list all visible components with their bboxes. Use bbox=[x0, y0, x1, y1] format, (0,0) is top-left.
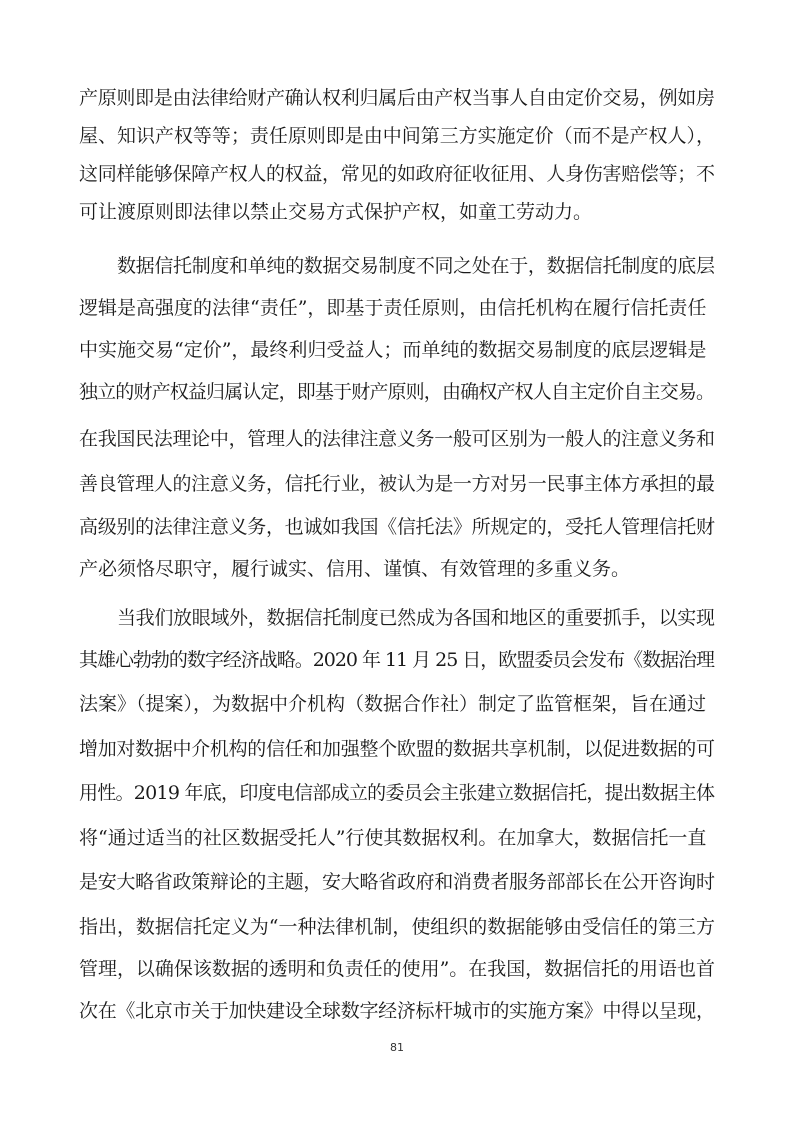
page-number: 81 bbox=[390, 1041, 404, 1054]
text-line: 管理，以确保该数据的透明和负责任的使用”。在我国，数据信托的用语也首 bbox=[79, 958, 715, 980]
text-line: 次在《北京市关于加快建设全球数字经济标杆城市的实施方案》中得以呈现， bbox=[79, 1000, 715, 1022]
text-line: 这同样能够保障产权人的权益，常见的如政府征收征用、人身伤害赔偿等；不 bbox=[79, 163, 715, 185]
text-line: 独立的财产权益归属认定，即基于财产原则，由确权产权人自主定价自主交易。 bbox=[79, 381, 715, 403]
text-line: 法案》（提案），为数据中介机构（数据合作社）制定了监管框架，旨在通过 bbox=[79, 693, 707, 715]
text-line: 增加对数据中介机构的信任和加强整个欧盟的数据共享机制，以促进数据的可 bbox=[79, 738, 715, 760]
text-line: 数据信托制度和单纯的数据交易制度不同之处在于，数据信托制度的底层 bbox=[117, 255, 715, 277]
text-line: 屋、知识产权等等；责任原则即是由中间第三方实施定价（而不是产权人）， bbox=[79, 125, 715, 147]
text-line: 将“通过适当的社区数据受托人”行使其数据权利。在加拿大，数据信托一直 bbox=[79, 827, 707, 849]
text-line: 是安大略省政策辩论的主题，安大略省政府和消费者服务部部长在公开咨询时 bbox=[79, 871, 715, 893]
text-line: 产必须恪尽职守，履行诚实、信用、谨慎、有效管理的多重义务。 bbox=[79, 558, 631, 580]
text-line: 中实施交易“定价”，最终利归受益人；而单纯的数据交易制度的底层逻辑是 bbox=[79, 339, 707, 361]
text-line: 高级别的法律注意义务，也诚如我国《信托法》所规定的，受托人管理信托财 bbox=[79, 516, 715, 538]
text-line: 用性。2019 年底，印度电信部成立的委员会主张建立数据信托，提出数据主体 bbox=[79, 782, 715, 804]
text-line: 逻辑是高强度的法律“责任”，即基于责任原则，由信托机构在履行信托责任 bbox=[79, 297, 707, 319]
text-line: 产原则即是由法律给财产确认权利归属后由产权当事人自由定价交易，例如房 bbox=[79, 87, 715, 109]
text-line: 可让渡原则即法律以禁止交易方式保护产权，如童工劳动力。 bbox=[79, 201, 593, 223]
text-line: 其雄心勃勃的数字经济战略。2020 年 11 月 25 日，欧盟委员会发布《数据治理 bbox=[79, 649, 714, 671]
text-line: 指出，数据信托定义为“一种法律机制，使组织的数据能够由受信任的第三方 bbox=[79, 916, 715, 938]
text-line: 善良管理人的注意义务，信托行业，被认为是一方对另一民事主体方承担的最 bbox=[79, 473, 715, 495]
text-line: 在我国民法理论中，管理人的法律注意义务一般可区别为一般人的注意义务和 bbox=[79, 428, 715, 450]
text-line: 当我们放眼域外，数据信托制度已然成为各国和地区的重要抓手，以实现 bbox=[117, 607, 715, 629]
